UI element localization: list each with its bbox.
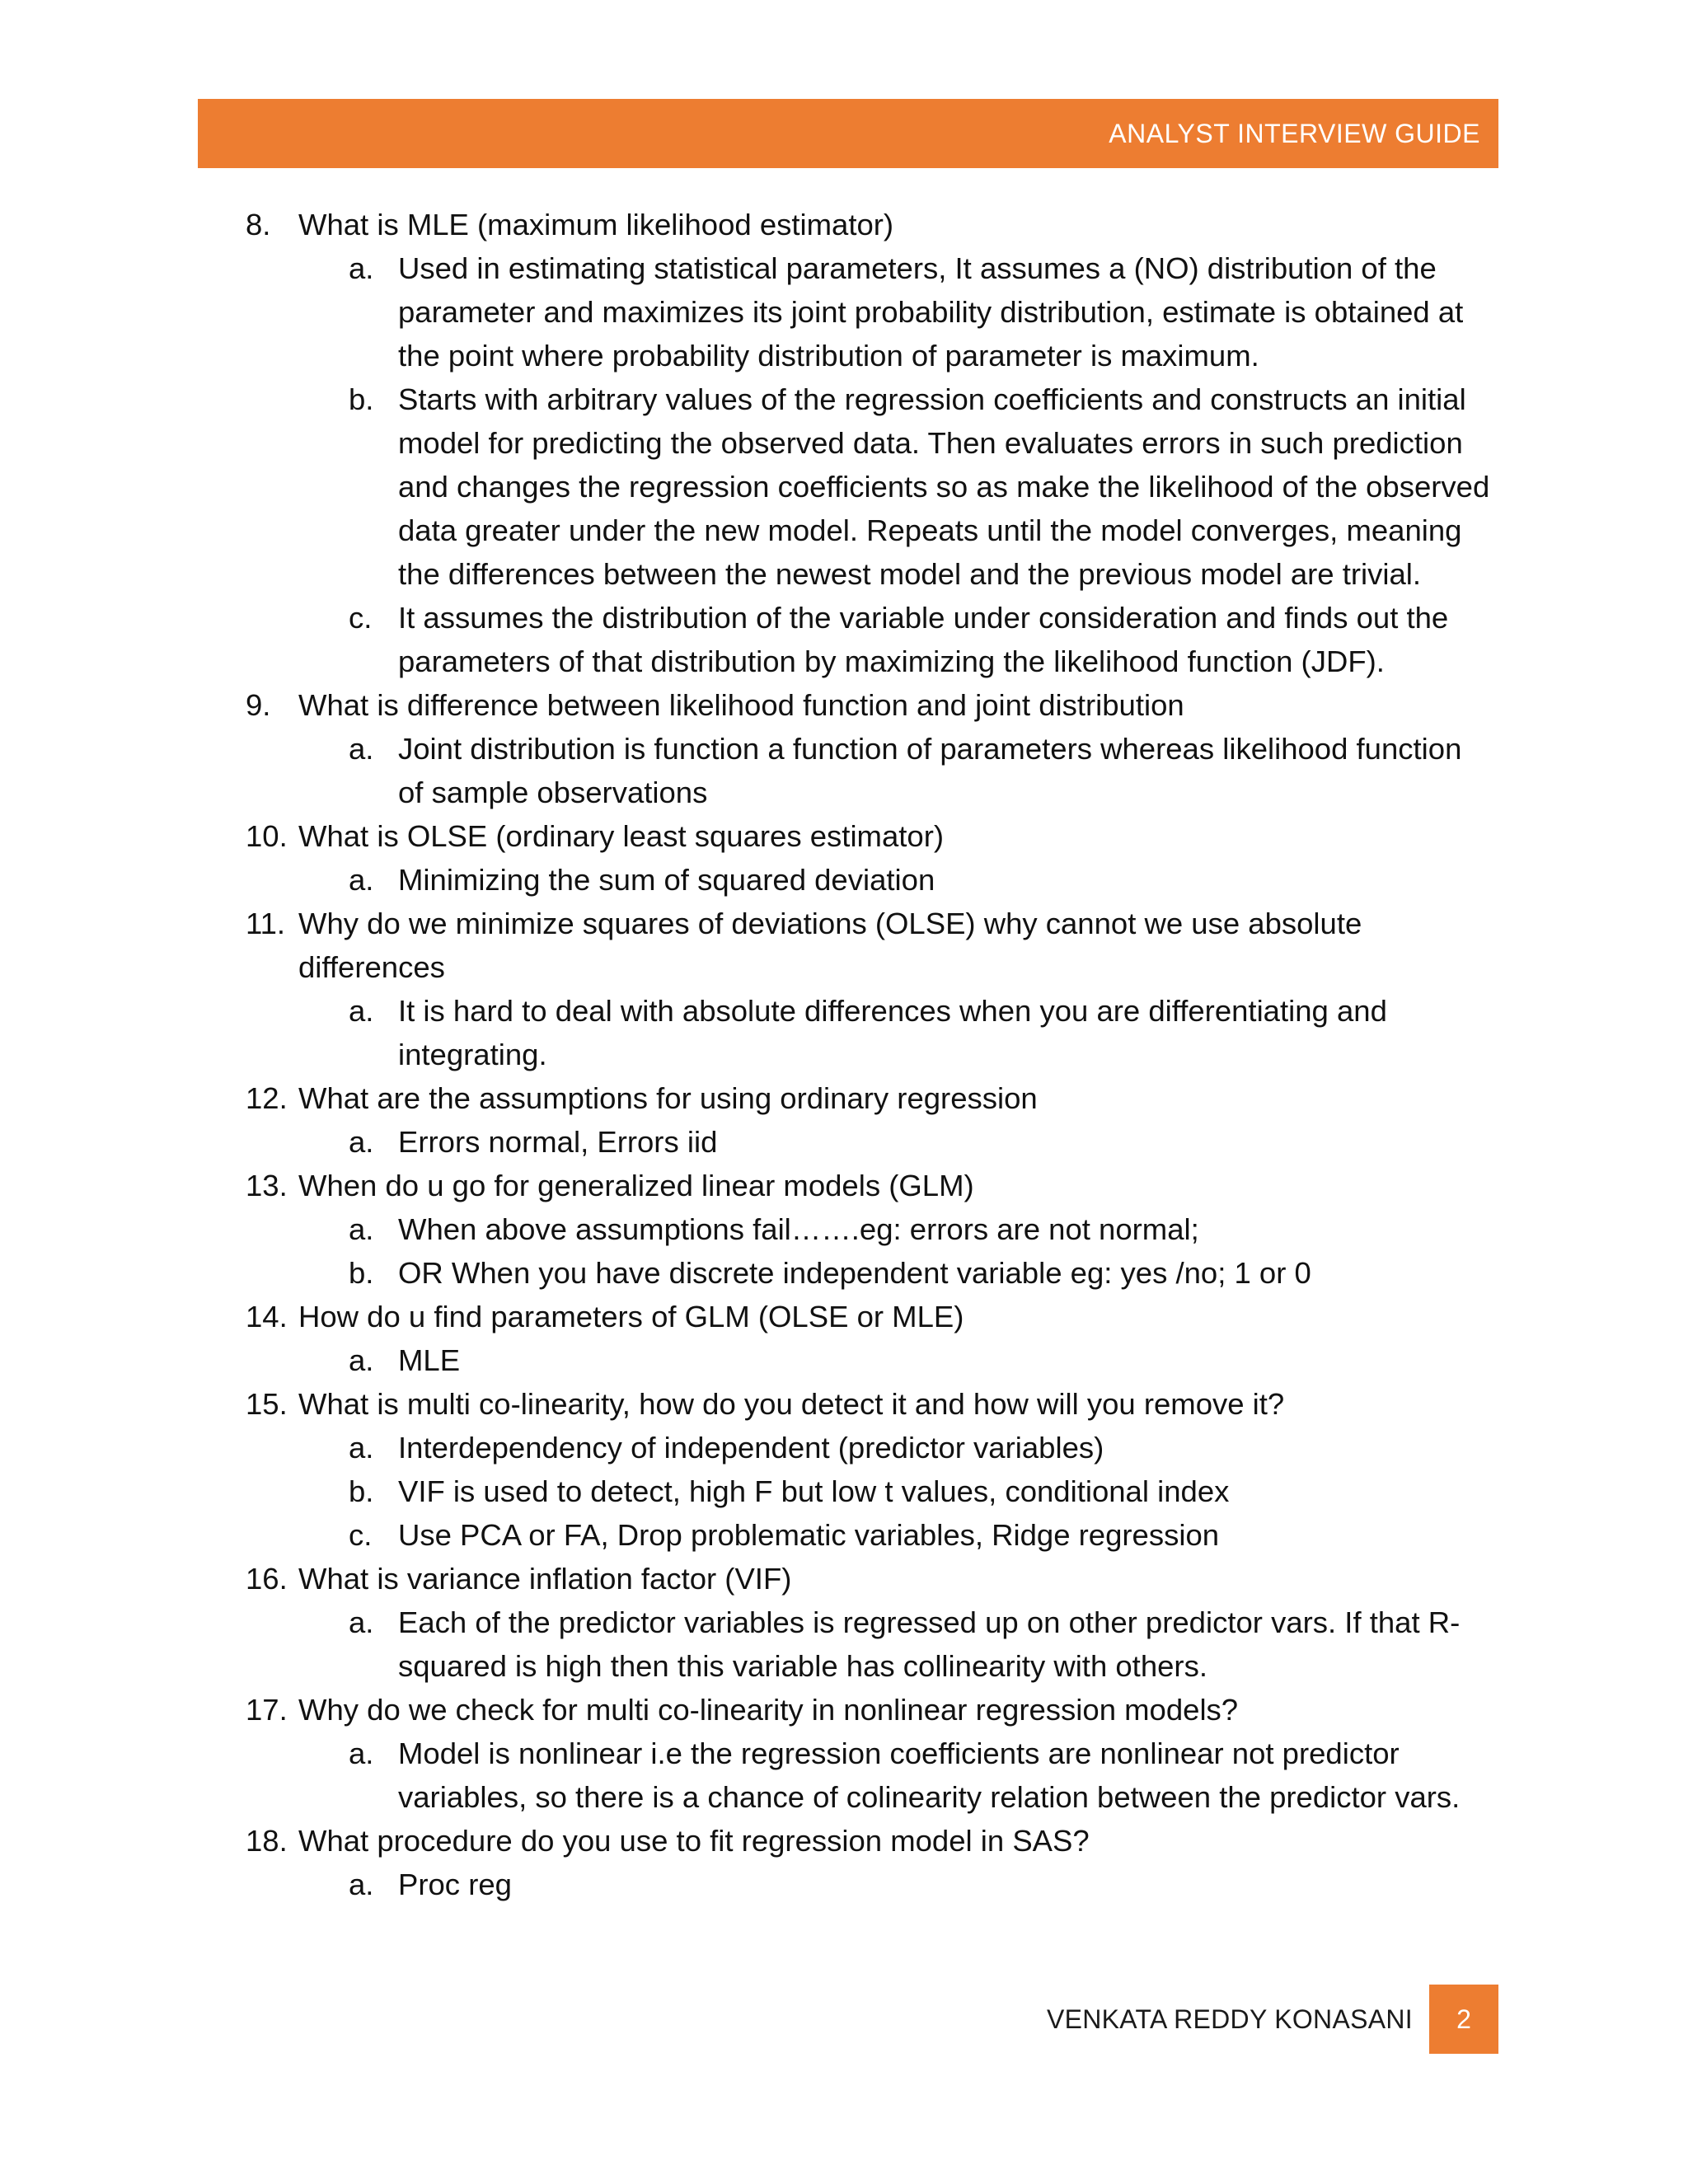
answer-text: MLE: [398, 1343, 461, 1377]
answer-item: [198, 727, 1498, 814]
answer-letter: a.: [349, 251, 374, 285]
answer-text: VIF is used to detect, high F but low t values, conditional index: [398, 1474, 1230, 1508]
answer-text: It is hard to deal with absolute differences when you are differentiating and integrating.: [398, 994, 1387, 1071]
question-item: [198, 1557, 1498, 1601]
answer-item: [198, 1120, 1498, 1164]
question-item: [198, 1819, 1498, 1863]
answer-item: [198, 858, 1498, 902]
answer-text: Joint distribution is function a function of parameters whereas likelihood function of sample observations: [398, 732, 1462, 809]
answer-text: Starts with arbitrary values of the regression coefficients and constructs an initial model for predicting the observed data. Then evaluates errors in such prediction and changes the regression coefficients so as make the likelihood of the observed data greater under the new model. Repeats until the model converges, meaning the differences between the newest model and the previous model are trivial.: [398, 382, 1490, 591]
answer-text: Each of the predictor variables is regressed up on other predictor vars. If that R-squared is high then this variable has collinearity with others.: [398, 1605, 1461, 1683]
answer-letter: a.: [349, 863, 374, 897]
question-number: 11.: [246, 907, 286, 940]
answer-item: [198, 1251, 1498, 1295]
question-number: 12.: [246, 1081, 288, 1115]
page-header-band: [198, 99, 1498, 168]
question-number: 10.: [246, 819, 288, 853]
answer-letter: b.: [349, 382, 374, 416]
question-text: What is variance inflation factor (VIF): [298, 1562, 792, 1596]
answer-text: Used in estimating statistical parameters, It assumes a (NO) distribution of the parameter and maximizes its joint probability distribution, estimate is obtained at the point where probability distribution of parameter is maximum.: [398, 251, 1464, 373]
question-number: 9.: [246, 688, 271, 722]
question-item: [198, 1382, 1498, 1426]
answer-letter: a.: [349, 1736, 374, 1770]
answer-text: Model is nonlinear i.e the regression coefficients are nonlinear not predictor variables, so there is a chance of colinearity relation between the predictor vars.: [398, 1736, 1461, 1814]
answer-item: [198, 1338, 1498, 1382]
answer-text: Proc reg: [398, 1868, 512, 1901]
question-item: [198, 814, 1498, 858]
question-text: What procedure do you use to fit regression model in SAS?: [298, 1824, 1090, 1858]
answer-item: [198, 1469, 1498, 1513]
question-item: [198, 1076, 1498, 1120]
answer-text: When above assumptions fail…….eg: errors are not normal;: [398, 1212, 1199, 1246]
answer-item: [198, 1601, 1498, 1688]
question-text: What is multi co-linearity, how do you detect it and how will you remove it?: [298, 1387, 1285, 1421]
question-number: 13.: [246, 1169, 288, 1202]
answer-item: [198, 1732, 1498, 1819]
answer-letter: a.: [349, 732, 374, 766]
question-item: [198, 902, 1498, 989]
question-number: 8.: [246, 208, 271, 241]
answer-letter: c.: [349, 1518, 373, 1552]
answer-item: [198, 1426, 1498, 1469]
answer-text: Errors normal, Errors iid: [398, 1125, 718, 1159]
answer-letter: a.: [349, 1605, 374, 1639]
answer-item: [198, 246, 1498, 377]
answer-letter: a.: [349, 994, 374, 1028]
answer-letter: a.: [349, 1212, 374, 1246]
question-text: How do u find parameters of GLM (OLSE or MLE): [298, 1300, 964, 1333]
answer-letter: a.: [349, 1125, 374, 1159]
answer-letter: c.: [349, 601, 373, 635]
answer-letter: b.: [349, 1256, 374, 1290]
answer-item: [198, 1513, 1498, 1557]
question-item: [198, 1295, 1498, 1338]
question-number: 14.: [246, 1300, 288, 1333]
answer-item: [198, 377, 1498, 596]
header-title: ANALYST INTERVIEW GUIDE: [1109, 119, 1480, 148]
question-item: [198, 203, 1498, 246]
question-item: [198, 683, 1498, 727]
page-number-badge: 2: [1429, 1985, 1498, 2054]
answer-text: Minimizing the sum of squared deviation: [398, 863, 935, 897]
answer-item: [198, 989, 1498, 1076]
answer-letter: a.: [349, 1431, 374, 1465]
answer-letter: a.: [349, 1343, 374, 1377]
answer-item: [198, 1863, 1498, 1906]
question-list: [198, 203, 1498, 1906]
question-text: What is difference between likelihood function and joint distribution: [298, 688, 1184, 722]
answer-text: Use PCA or FA, Drop problematic variables, Ridge regression: [398, 1518, 1220, 1552]
question-text: What is MLE (maximum likelihood estimator): [298, 208, 894, 241]
answer-text: It assumes the distribution of the variable under consideration and finds out the parameters of that distribution by maximizing the likelihood function (JDF).: [398, 601, 1449, 678]
question-item: [198, 1164, 1498, 1207]
question-number: 17.: [246, 1693, 288, 1727]
question-text: What is OLSE (ordinary least squares estimator): [298, 819, 945, 853]
question-text: Why do we minimize squares of deviations (OLSE) why cannot we use absolute differences: [298, 907, 1362, 984]
answer-text: OR When you have discrete independent variable eg: yes /no; 1 or 0: [398, 1256, 1311, 1290]
answer-text: Interdependency of independent (predictor variables): [398, 1431, 1104, 1465]
footer-author: VENKATA REDDY KONASANI: [1046, 2004, 1413, 2034]
answer-item: [198, 596, 1498, 683]
question-number: 15.: [246, 1387, 288, 1421]
question-text: Why do we check for multi co-linearity in nonlinear regression models?: [298, 1693, 1239, 1727]
answer-letter: b.: [349, 1474, 374, 1508]
question-text: What are the assumptions for using ordinary regression: [298, 1081, 1038, 1115]
question-text: When do u go for generalized linear models (GLM): [298, 1169, 974, 1202]
answer-letter: a.: [349, 1868, 374, 1901]
question-number: 16.: [246, 1562, 288, 1596]
question-number: 18.: [246, 1824, 288, 1858]
question-item: [198, 1688, 1498, 1732]
answer-item: [198, 1207, 1498, 1251]
